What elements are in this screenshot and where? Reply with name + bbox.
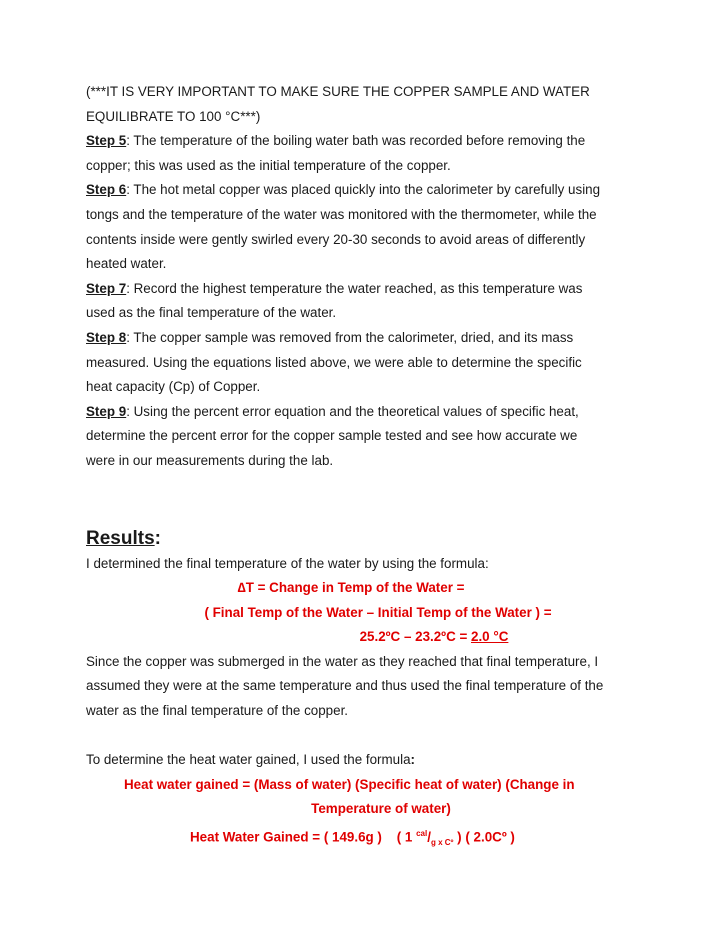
- results-para-line-3: water as the final temperature of the copper.: [86, 703, 349, 719]
- step-5-text: : The temperature of the boiling water bath was recorded before removing the: [126, 133, 586, 149]
- step-8-text: : The copper sample was removed from the calorimeter, dried, and its mass: [126, 329, 574, 345]
- heat-formula-line-2: Temperature of water): [311, 801, 451, 817]
- heat-intro-colon: :: [410, 752, 416, 768]
- heat-formula-line-1: Heat water gained = (Mass of water) (Specific heat of water) (Change in: [124, 776, 575, 792]
- document-page: [86, 80, 646, 856]
- step-9-line-1: [86, 400, 646, 425]
- heat-intro: [86, 748, 646, 773]
- step-6-label: Step 6: [86, 182, 127, 198]
- results-heading-text: Results: [86, 527, 155, 549]
- note-line-2: EQUILIBRATE TO 100 °C***): [86, 108, 261, 124]
- step-6-line-2: tongs and the temperature of the water was monitored with the thermometer, while the: [86, 206, 597, 222]
- step-7-line-1: [86, 277, 646, 302]
- heat-calc-prefix: Heat Water Gained = ( 149.6g ) ( 1: [190, 829, 417, 845]
- heat-calc-unit-cal: cal: [416, 829, 428, 839]
- heat-calc-unit-g: g x Cº: [430, 838, 454, 848]
- results-intro: I determined the final temperature of the water by using the formula:: [86, 555, 489, 571]
- heat-calc-suffix: ) ( 2.0Cº ): [453, 829, 515, 845]
- step-6-line-1: [86, 178, 646, 203]
- step-7-line-2: used as the final temperature of the water.: [86, 305, 337, 321]
- temperature-calculation: [86, 625, 646, 650]
- results-heading-colon: :: [154, 527, 161, 549]
- temperature-calc-prefix: 25.2ºC – 23.2ºC =: [359, 629, 472, 645]
- results-para-line-2: assumed they were at the same temperature and thus used the final temperature of the: [86, 678, 604, 694]
- step-7-text: : Record the highest temperature the water reached, as this temperature was: [126, 280, 583, 296]
- heat-intro-text: To determine the heat water gained, I used the formula: [86, 752, 411, 768]
- delta-t-formula: ∆T = Change in Temp of the Water =: [237, 580, 465, 596]
- step-9-line-2: determine the percent error for the copper sample tested and see how accurate we: [86, 428, 578, 444]
- step-6-text: : The hot metal copper was placed quickly into the calorimeter by carefully using: [126, 182, 601, 198]
- heat-calc-slash: /: [427, 829, 431, 845]
- step-8-line-1: [86, 326, 646, 351]
- step-9-text: : Using the percent error equation and the theoretical values of specific heat,: [126, 403, 579, 419]
- step-5-line-1: [86, 129, 646, 154]
- step-8-line-2: measured. Using the equations listed above, we were able to determine the specific: [86, 354, 582, 370]
- results-heading: [86, 526, 646, 552]
- step-8-label: Step 8: [86, 329, 127, 345]
- step-8-line-3: heat capacity (Cp) of Copper.: [86, 379, 261, 395]
- heat-calculation: [86, 822, 646, 856]
- step-5-label: Step 5: [86, 133, 127, 149]
- step-9-label: Step 9: [86, 403, 127, 419]
- final-initial-formula: ( Final Temp of the Water – Initial Temp of the Water ) =: [204, 604, 552, 620]
- results-para-line-1: Since the copper was submerged in the water as they reached that final temperature, I: [86, 653, 599, 669]
- blank-line: [86, 724, 646, 749]
- temperature-result: 2.0 °C: [471, 629, 509, 645]
- note-line-1: (***IT IS VERY IMPORTANT TO MAKE SURE THE COPPER SAMPLE AND WATER: [86, 84, 590, 99]
- step-7-label: Step 7: [86, 280, 127, 296]
- step-6-line-4: heated water.: [86, 256, 167, 272]
- step-6-line-3: contents inside were gently swirled every 20-30 seconds to avoid areas of differently: [86, 231, 586, 247]
- step-9-line-3: were in our measurements during the lab.: [86, 452, 334, 468]
- step-5-line-2: copper; this was used as the initial temperature of the copper.: [86, 157, 451, 173]
